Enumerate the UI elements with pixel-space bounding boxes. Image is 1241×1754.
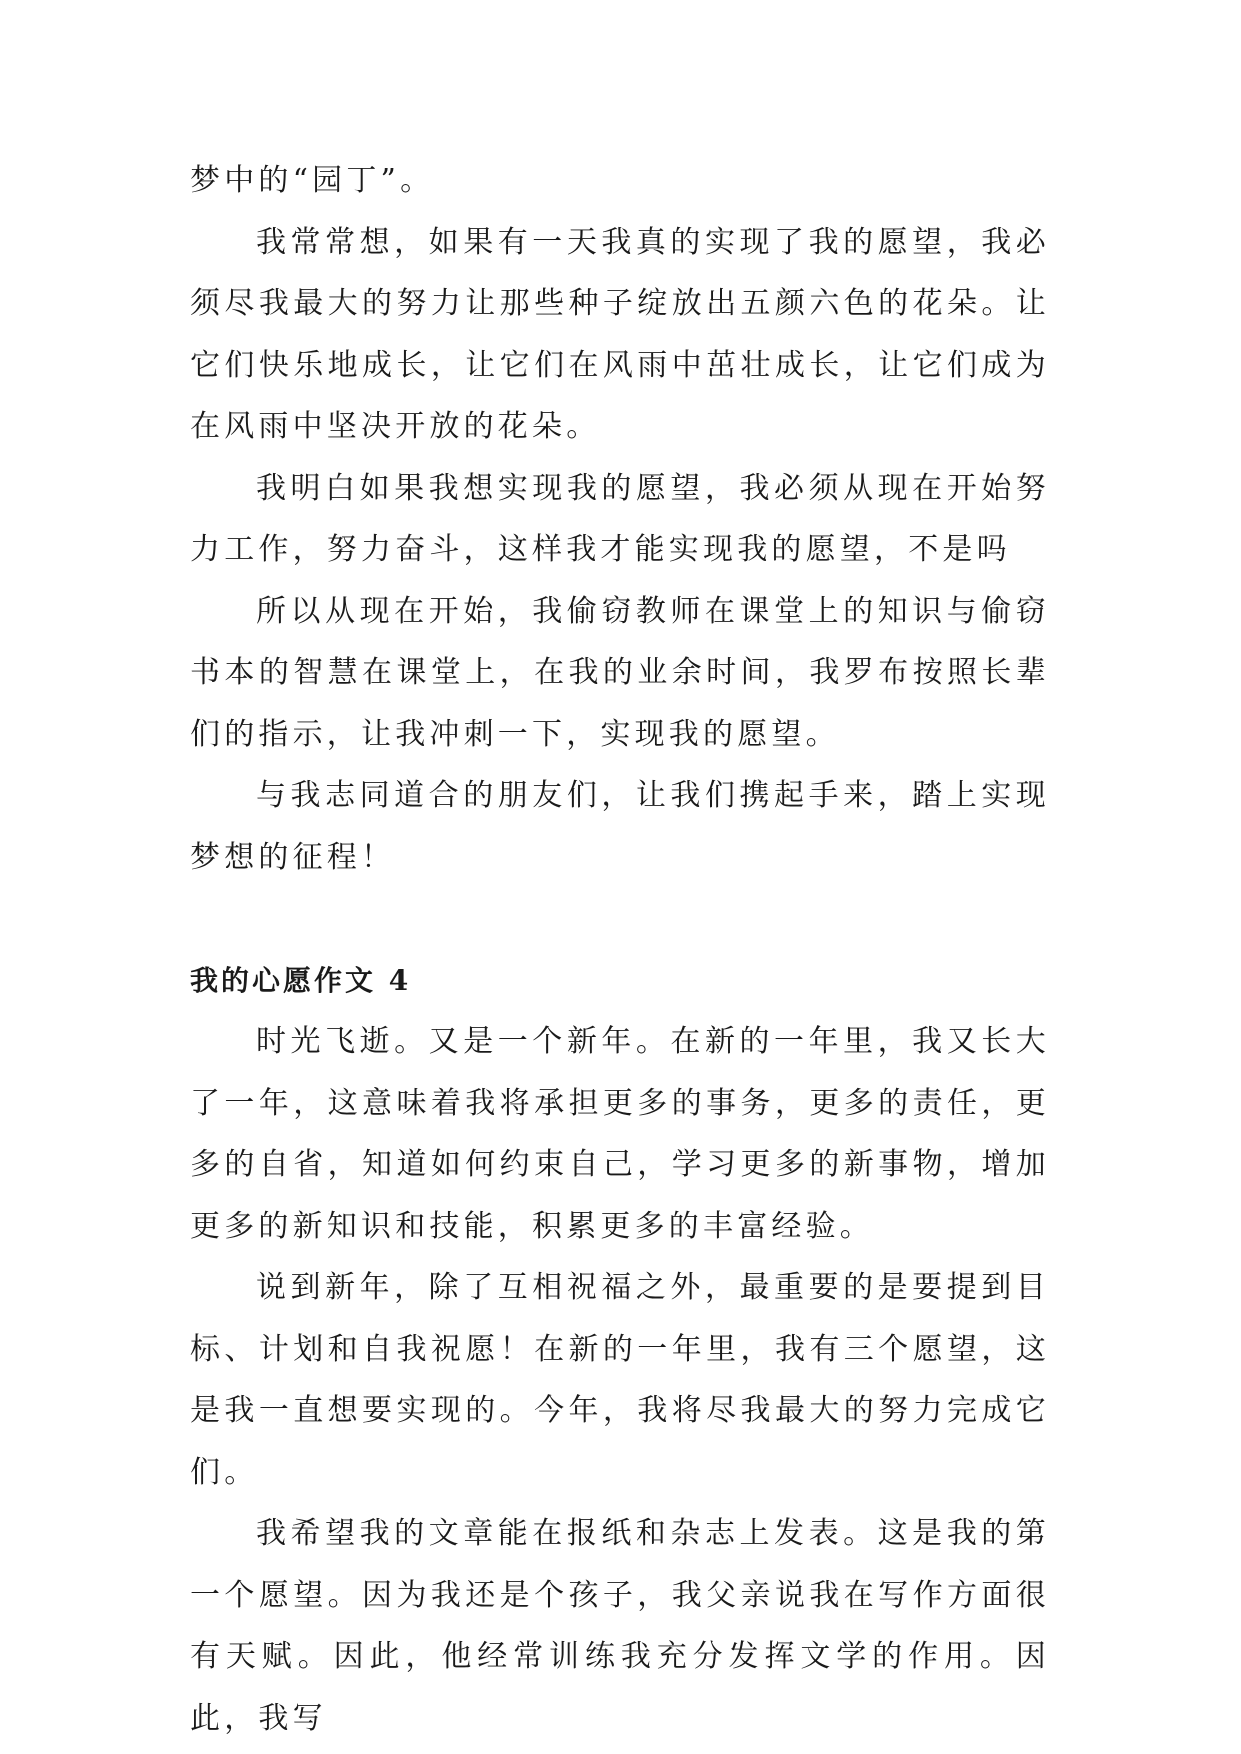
- paragraph: 说到新年，除了互相祝福之外，最重要的是要提到目标、计划和自我祝愿！在新的一年里，我有三个愿望，这是我一直想要实现的。今年，我将尽我最大的努力完成它们。: [190, 1270, 1050, 1490]
- paragraph: 与我志同道合的朋友们，让我们携起手来，踏上实现梦想的征程！: [190, 778, 1050, 875]
- section-heading: 我的心愿作文 4: [190, 963, 412, 997]
- paragraph-continuation: 梦中的“园丁”。: [190, 163, 435, 198]
- paragraph: 我希望我的文章能在报纸和杂志上发表。这是我的第一个愿望。因为我还是个孩子，我父亲说我在写作方面很有天赋。因此，他经常训练我充分发挥文学的作用。因此，我写: [190, 1516, 1050, 1736]
- paragraph: 我明白如果我想实现我的愿望，我必须从现在开始努力工作，努力奋斗，这样我才能实现我的愿望，不是吗: [190, 470, 1050, 567]
- paragraph: 时光飞逝。又是一个新年。在新的一年里，我又长大了一年，这意味着我将承担更多的事务，更多的责任，更多的自省，知道如何约束自己，学习更多的新事物，增加更多的新知识和技能，积累更多的丰富经验。: [190, 1024, 1050, 1244]
- paragraph: 所以从现在开始，我偷窃教师在课堂上的知识与偷窃书本的智慧在课堂上，在我的业余时间，我罗布按照长辈们的指示，让我冲刺一下，实现我的愿望。: [190, 593, 1050, 752]
- document-page: [190, 150, 1050, 1749]
- paragraph: 我常常想，如果有一天我真的实现了我的愿望，我必须尽我最大的努力让那些种子绽放出五颜六色的花朵。让它们快乐地成长，让它们在风雨中茁壮成长，让它们成为在风雨中坚决开放的花朵。: [190, 224, 1050, 444]
